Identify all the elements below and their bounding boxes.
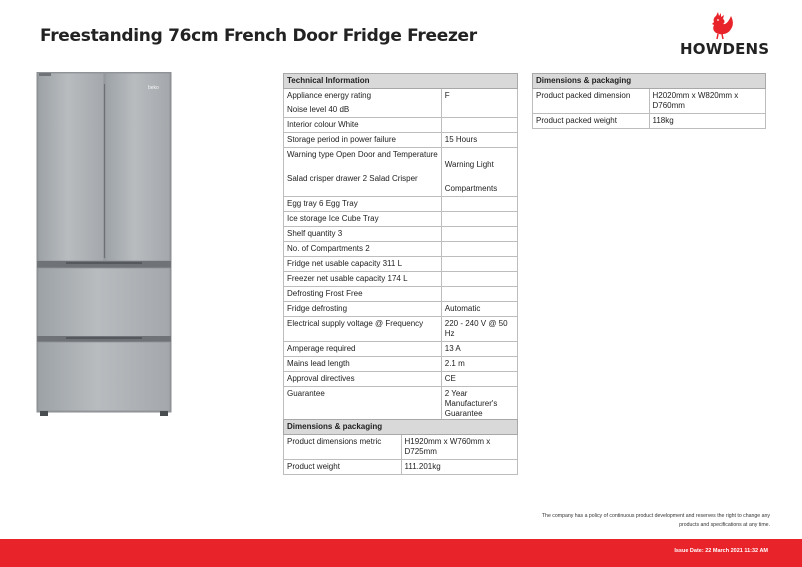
table-row: Fridge net usable capacity 311 L xyxy=(284,257,518,272)
brand-logo[interactable] xyxy=(676,12,772,60)
table-header: Dimensions & packaging xyxy=(533,74,766,89)
product-image xyxy=(36,72,172,418)
table-row: Product packed dimension H2020mm x W820mm x D760mm xyxy=(533,89,766,114)
table-row: Freezer net usable capacity 174 L xyxy=(284,272,518,287)
policy-note: The company has a policy of continuous product development and reserves the right to change any products and specifications at any time. xyxy=(541,513,770,528)
table-row: Salad crisper drawer 2 Salad Crisper Compartments xyxy=(284,172,518,197)
table-row: Approval directives CE xyxy=(284,372,518,387)
brand-name: HOWDENS xyxy=(680,40,770,58)
table-row: Guarantee 2 Year Manufacturer's Guarantee xyxy=(284,387,518,422)
table-row: Product dimensions metric H1920mm x W760mm x D725mm xyxy=(284,435,518,460)
table-row: Mains lead length 2.1 m xyxy=(284,357,518,372)
table-row: Shelf quantity 3 xyxy=(284,227,518,242)
dimensions-packaging-table xyxy=(283,419,518,475)
table-row: Noise level 40 dB xyxy=(284,103,518,118)
table-header: Technical Information xyxy=(284,74,518,89)
table-row: Defrosting Frost Free xyxy=(284,287,518,302)
table-row: Egg tray 6 Egg Tray xyxy=(284,197,518,212)
page-title: Freestanding 76cm French Door Fridge Freezer xyxy=(40,26,477,46)
issue-date: Issue Date: 22 March 2021 11:32 AM xyxy=(674,548,768,554)
technical-information-table xyxy=(283,73,518,422)
table-row: Ice storage Ice Cube Tray xyxy=(284,212,518,227)
table-row: Storage period in power failure 15 Hours xyxy=(284,133,518,148)
packed-dimensions-table xyxy=(532,73,766,129)
table-row: Amperage required 13 A xyxy=(284,342,518,357)
table-row: Interior colour White xyxy=(284,118,518,133)
footer-bar xyxy=(0,539,802,567)
table-row: Electrical supply voltage @ Frequency 220 - 240 V @ 50 Hz xyxy=(284,317,518,342)
table-row: Appliance energy rating F xyxy=(284,89,518,104)
table-header: Dimensions & packaging xyxy=(284,420,518,435)
table-row: No. of Compartments 2 xyxy=(284,242,518,257)
beko-badge: beko xyxy=(148,85,159,91)
table-row: Warning type Open Door and Temperature Warning Light xyxy=(284,148,518,173)
table-row: Fridge defrosting Automatic xyxy=(284,302,518,317)
table-row: Product packed weight 118kg xyxy=(533,114,766,129)
rooster-icon xyxy=(704,12,736,40)
table-row: Product weight 111.201kg xyxy=(284,460,518,475)
